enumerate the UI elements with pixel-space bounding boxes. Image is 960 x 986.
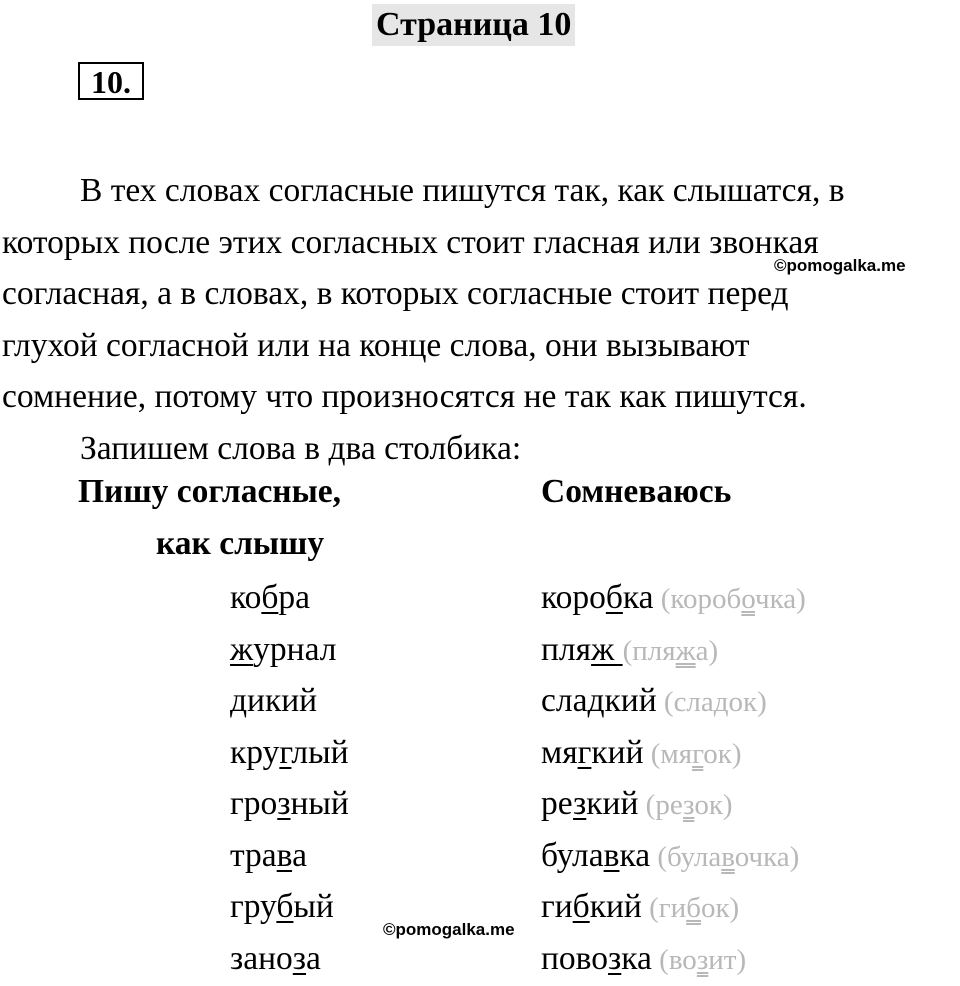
right-column-heading: Сомневаюсь [541,473,732,510]
left-column-heading: Пишу согласные, [78,473,342,510]
underlined-consonant: г [577,733,592,771]
word-part: кий [591,733,644,771]
right-word-list [541,572,806,984]
underlined-consonant: з [608,939,622,977]
word-part: тра [230,836,277,874]
underlined-consonant: з [277,785,291,822]
list-item [230,727,349,779]
underlined-consonant: б [605,579,623,616]
underlined-consonant: в [276,836,293,874]
hint-part: (ги [641,892,687,924]
list-item [541,830,806,882]
check-word-hint [638,789,732,821]
hint-part: (во [651,943,697,976]
word-part: ный [290,785,349,822]
word-part: ре [541,785,574,822]
word-part: ка [619,836,651,874]
word-part: кий [604,682,657,719]
hint-part: (була [650,840,722,873]
check-word-hint [650,841,799,873]
list-item [541,933,806,985]
hint-part: очка) [734,840,800,873]
word-part: гро [230,785,278,822]
word-part: кру [230,733,280,771]
word-part: коро [541,579,606,616]
word-part: пово [541,939,609,977]
list-item [230,675,349,727]
word-part: ка [621,939,652,977]
underlined-consonant: з [573,785,587,822]
hint-underlined: д [713,686,729,718]
check-word-hint [657,686,767,718]
hint-part: (короб [653,583,742,615]
hint-underlined: з [683,789,695,821]
hint-part: (сла [656,686,714,718]
word-part: сла [541,682,588,719]
word-part: гру [230,888,277,925]
list-item [541,572,806,624]
word-part: була [541,836,604,874]
hint-part: (пля [622,634,676,667]
hint-part: ок) [703,737,742,770]
left-column-heading-line2: как слышу [156,525,325,562]
list-item [541,624,806,676]
word-part: икий [247,682,318,719]
page-title: Страница 10 [372,4,575,46]
paragraph-line: согласная, а в словах, в которых согласные стоит перед [2,275,789,312]
word-part: урнал [253,630,337,668]
task-number-box [78,62,144,100]
underlined-consonant: б [261,579,279,616]
word-part: лый [291,733,349,771]
hint-underlined: з [696,943,709,976]
underlined-consonant: ж [591,630,623,668]
hint-part: ит) [708,943,747,976]
word-part: ка [622,579,654,616]
hint-part: ок) [700,892,740,924]
underlined-consonant: ж [230,630,254,668]
hint-underlined: в [721,840,735,873]
hint-underlined: б [686,892,701,924]
hint-part: (мя [643,737,693,770]
hint-part: а) [695,634,719,667]
paragraph-line: глухой согласной или на конце слова, они вызывают [2,326,750,364]
word-part: кий [589,888,642,925]
list-item [230,572,349,624]
word-part: ра [278,579,310,616]
list-item [230,830,349,882]
check-word-hint [654,583,806,615]
watermark: ©pomogalka.me [774,256,906,275]
hint-underlined: ж [675,634,696,667]
underlined-consonant: з [292,939,307,977]
underlined-consonant: г [279,733,292,771]
list-item [541,675,806,727]
paragraph-line: В тех словах согласные пишутся так, как слышатся, в [80,172,845,209]
word-part: кий [586,785,639,822]
word-part: а [306,939,321,977]
hint-part: чка) [755,583,806,615]
list-item [541,881,806,933]
word-part: пля [541,630,592,668]
list-item [230,624,349,676]
list-item [230,881,349,933]
word-part: мя [541,733,578,771]
check-word-hint [642,892,739,924]
hint-part: ок) [694,789,733,821]
paragraph-line: Запишем слова в два столбика: [80,429,522,467]
underlined-consonant: б [276,888,294,925]
check-word-hint [644,738,742,770]
answer-paragraph [2,165,960,474]
word-part: ги [541,888,573,925]
hint-part: (ре [638,789,684,821]
list-item [541,778,806,830]
underlined-consonant: в [603,836,620,874]
word-part: ый [293,888,334,925]
list-item [230,778,349,830]
word-part: ко [230,579,262,616]
list-item [230,933,349,985]
word-part: зано [230,939,293,977]
task-number-dot: . [123,64,131,100]
hint-part: ок) [728,686,767,718]
underlined-consonant: б [572,888,590,925]
check-word-hint [623,635,719,667]
underlined-consonant: д [587,682,605,719]
paragraph-line: которых после этих согласных стоит гласная или звонкая [2,223,819,261]
underlined-consonant: д [230,682,248,719]
hint-underlined: г [692,737,704,770]
paragraph-line: сомнение, потому что произносятся не так как пишутся. [2,378,807,415]
list-item [541,727,806,779]
left-word-list [230,572,349,984]
hint-underlined: о [741,583,756,615]
task-number: 10 [91,64,123,100]
word-part: а [292,836,307,874]
watermark: ©pomogalka.me [383,920,515,939]
